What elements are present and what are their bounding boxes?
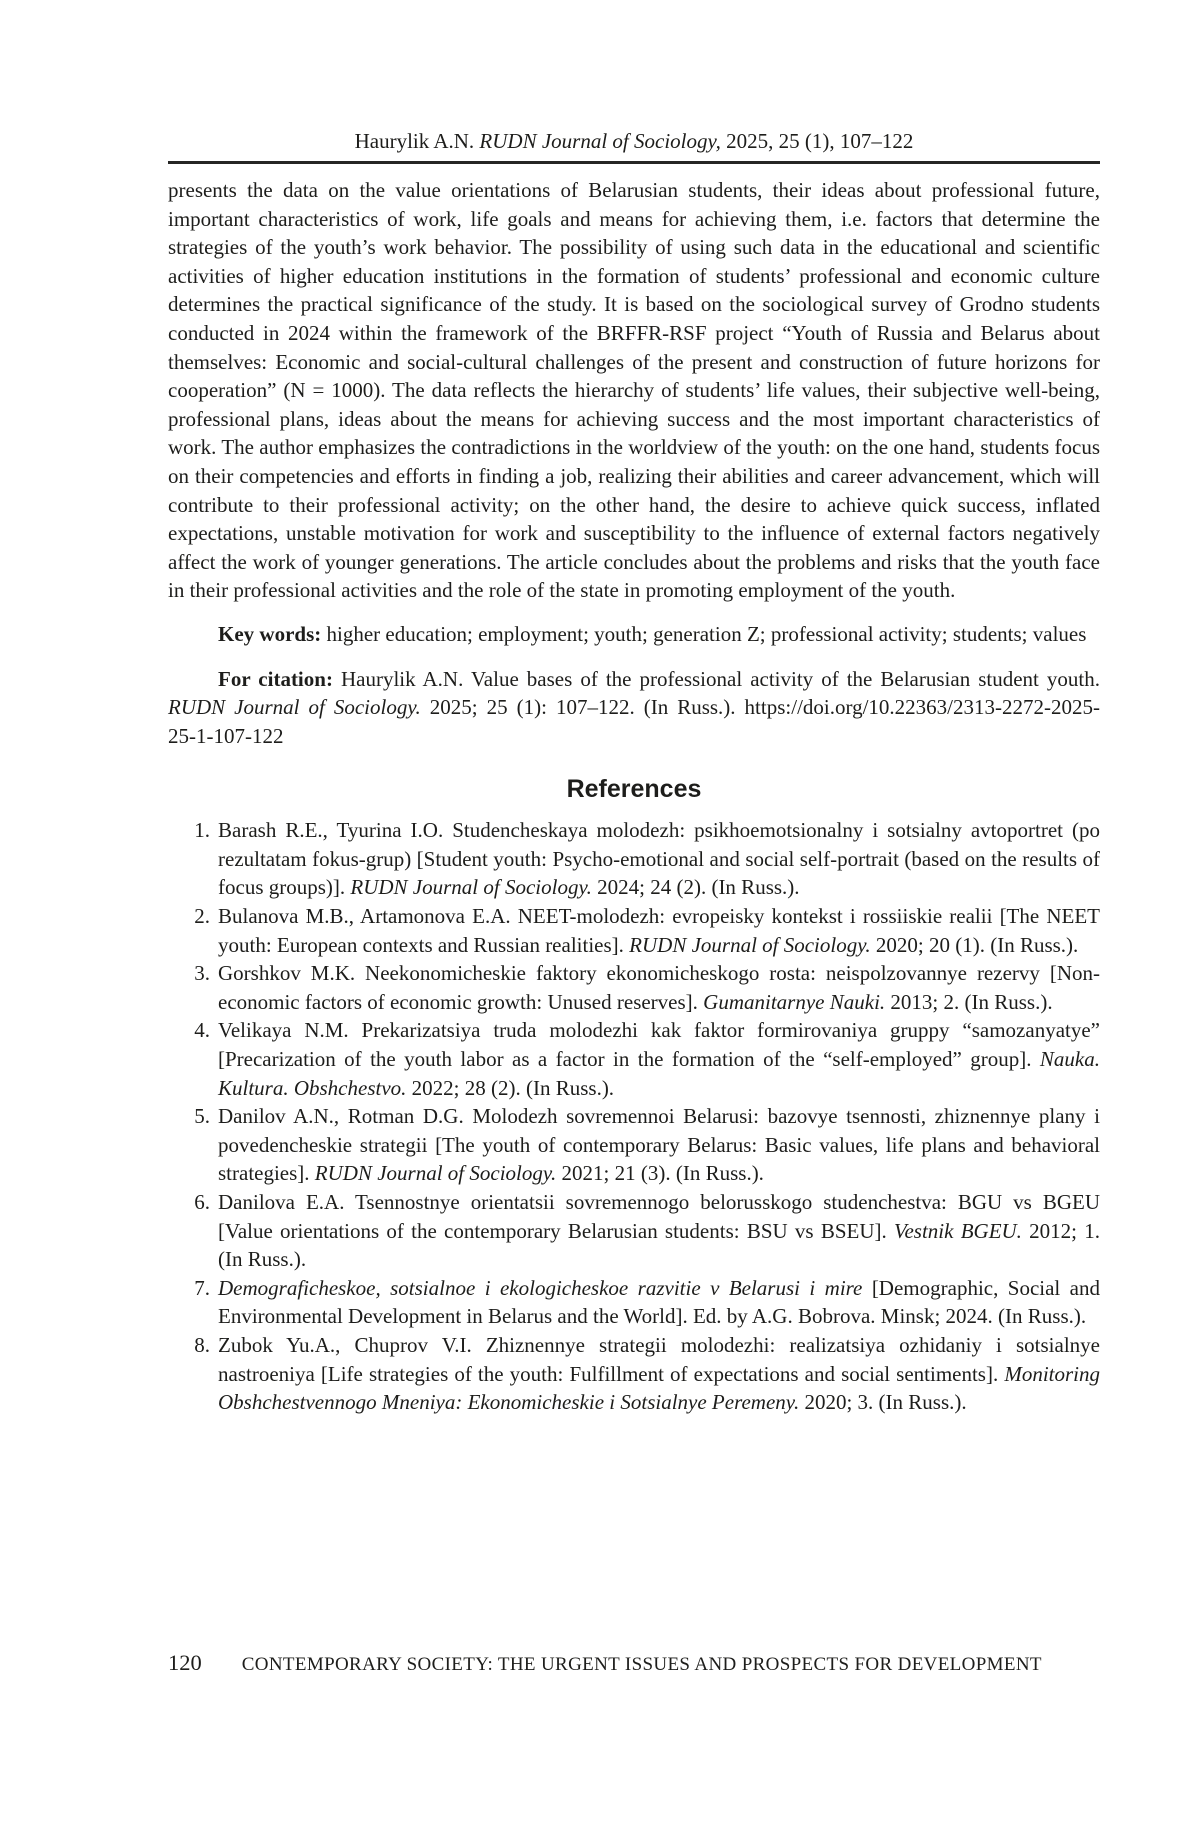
- reference-text: Danilov A.N., Rotman D.G. Molodezh sovremennoi Belarusi: bazovye tsennosti, zhiznennye plany i povedencheskie strategii [The youth of contemporary Belarus: Basic values, life plans and behavioral strategies]. RUDN Journal of Sociology. 2021; 21 (3). (In Russ.).: [218, 1104, 1100, 1186]
- reference-item: [168, 1102, 1100, 1188]
- reference-text: Bulanova M.B., Artamonova E.A. NEET-molodezh: evropeisky kontekst i rossiiskie realii [The NEET youth: European contexts and Russian realities]. RUDN Journal of Sociology. 2020; 20 (1). (In Russ.).: [218, 904, 1100, 957]
- reference-number: 3.: [194, 961, 210, 986]
- reference-text: Velikaya N.M. Prekarizatsiya truda molodezhi kak faktor formirovaniya gruppy “samozanyatye” [Precarization of the youth labor as a factor in the formation of the “self-employed” group]. Nauka. Kultura. Obshchestvo. 2022; 28 (2). (In Russ.).: [218, 1018, 1100, 1100]
- running-head: Haurylik A.N. RUDN Journal of Sociology, 2025, 25 (1), 107–122: [354, 129, 914, 153]
- reference-text: Zubok Yu.A., Chuprov V.I. Zhiznennye strategii molodezhi: realizatsiya ozhidaniy i sotsialnye nastroeniya [Life strategies of the youth: Fulfillment of expectations and social sentiments]. Monitoring Obshchestvennogo Mneniya: Ekonomicheskie i Sotsialnye Peremeny. 2020; 3. (In Russ.).: [218, 1332, 1100, 1415]
- reference-item: [168, 1016, 1100, 1102]
- references-list: [168, 816, 1100, 1416]
- reference-number: 7.: [194, 1275, 210, 1300]
- keywords-paragraph: Key words: higher education; employment; youth; generation Z; professional activity; students; values: [218, 621, 1087, 646]
- header-rule: [168, 161, 1100, 164]
- reference-text: Gorshkov M.K. Neekonomicheskie faktory ekonomicheskogo rosta: neispolzovannye rezervy [Non-economic factors of economic growth: Unused reserves]. Gumanitarnye Nauki. 2013; 2. (In Russ.).: [218, 961, 1100, 1014]
- reference-number: 2.: [194, 904, 210, 929]
- reference-number: 1.: [194, 818, 210, 843]
- running-footer-title: CONTEMPORARY SOCIETY: THE URGENT ISSUES AND PROSPECTS FOR DEVELOPMENT: [241, 1654, 1042, 1675]
- reference-text: Demograficheskoe, sotsialnoe i ekologicheskoe razvitie v Belarusi i mire [Demographic, Social and Environmental Development in Belarus and the World]. Ed. by A.G. Bobrova. Minsk; 2024. (In Russ.).: [218, 1275, 1101, 1329]
- reference-item: [168, 959, 1100, 1016]
- reference-number: 4.: [194, 1018, 210, 1043]
- citation-paragraph: For citation: Haurylik A.N. Value bases of the professional activity of the Belarusian student youth. RUDN Journal of Sociology. 2025; 25 (1): 107–122. (In Russ.). https://doi.org/10.22363/2313-2272-2025-25-1-107-122: [168, 666, 1100, 748]
- reference-item: [168, 1331, 1100, 1417]
- reference-item: [168, 816, 1100, 902]
- references-heading: References: [566, 775, 702, 804]
- page-number: 120: [168, 1650, 202, 1675]
- page-footer: [168, 1650, 1100, 1676]
- reference-item: [168, 1188, 1100, 1274]
- reference-number: 5.: [194, 1104, 210, 1129]
- abstract-paragraph: presents the data on the value orientations of Belarusian students, their ideas about professional future, important characteristics of work, life goals and means for achieving them, i.e. factors that determine the strategies of the youth’s work behavior. The possibility of using such data in the educational and scientific activities of higher education institutions in the formation of students’ professional and economic culture determines the practical significance of the study. It is based on the sociological survey of Grodno students conducted in 2024 within the framework of the BRFFR-RSF project “Youth of Russia and Belarus about themselves: Economic and social-cultural challenges of the present and construction of future horizons for cooperation” (N = 1000). The data reflects the hierarchy of students’ life values, their subjective well-being, professional plans, ideas about the means for achieving success and the most important characteristics of work. The author emphasizes the contradictions in the worldview of the youth: on the one hand, students focus on their competencies and efforts in finding a job, realizing their abilities and career advancement, which will contribute to their professional activity; on the other hand, the desire to achieve quick success, inflated expectations, unstable motivation for work and susceptibility to the influence of external factors negatively affect the work of younger generations. The article concludes about the problems and risks that the youth face in their professional activities and the role of the state in promoting employment of the youth.: [168, 178, 1100, 603]
- reference-number: 8.: [194, 1332, 210, 1357]
- reference-text: Barash R.E., Tyurina I.O. Studencheskaya molodezh: psikhoemotsionalny i sotsialny avtoportret (po rezultatam fokus-grup) [Student youth: Psycho-emotional and social self-portrait (based on the results of focus groups)]. RUDN Journal of Sociology. 2024; 24 (2). (In Russ.).: [218, 818, 1100, 900]
- reference-item: [168, 902, 1100, 959]
- reference-item: [168, 1274, 1100, 1331]
- reference-number: 6.: [194, 1190, 210, 1214]
- reference-text: Danilova E.A. Tsennostnye orientatsii sovremennogo belorusskogo studenchestva: BGU vs BGEU [Value orientations of the contemporary Belarusian students: BSU vs BSEU]. Vestnik BGEU. 2012; 1. (In Russ.).: [218, 1190, 1100, 1272]
- page-content: [168, 0, 1100, 1417]
